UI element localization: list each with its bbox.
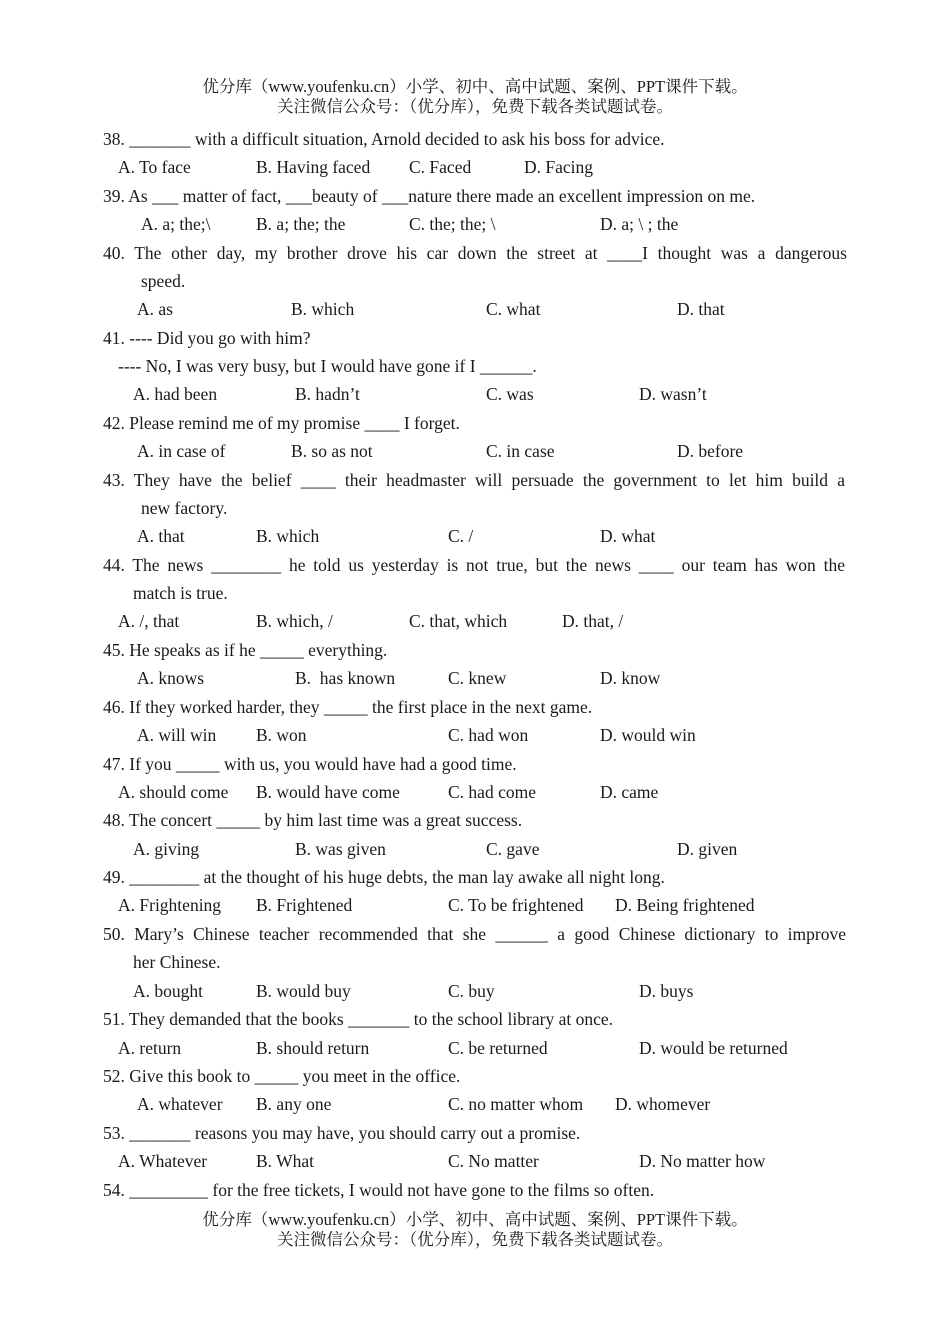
question-44-stem-cont: match is true. [133,583,228,603]
q44-option-c: C. that, which [409,611,508,631]
question-40-stem: 40. The other day, my brother drove his car down the street at ____I thought was a dangerous [103,243,847,263]
q47-option-b: B. would have come [256,782,400,802]
question-48-stem: 48. The concert _____ by him last time was a great success. [103,810,523,830]
q49-option-b: B. Frightened [256,895,353,915]
q48-option-c: C. gave [486,839,540,859]
q40-option-a: A. as [137,299,173,319]
q50-option-b: B. would buy [256,981,351,1001]
footer-line-1: 优分库（www.youfenku.cn）小学、初中、高中试题、案例、PPT课件下载。 [202,1210,748,1229]
q49-option-a: A. Frightening [118,895,222,915]
question-43-stem-cont: new factory. [141,498,228,518]
q44-option-d: D. that, / [562,611,624,631]
q51-option-d: D. would be returned [639,1038,788,1058]
q39-option-b: B. a; the; the [256,214,346,234]
q51-option-c: C. be returned [448,1038,548,1058]
header-line-1: 优分库（www.youfenku.cn）小学、初中、高中试题、案例、PPT课件下载。 [202,77,748,96]
q53-option-a: A. Whatever [118,1151,208,1171]
q40-option-b: B. which [291,299,355,319]
q52-option-b: B. any one [256,1094,332,1114]
q52-option-d: D. whomever [615,1094,711,1114]
question-47-stem: 47. If you _____ with us, you would have had a good time. [103,754,517,774]
question-51-stem: 51. They demanded that the books _______ to the school library at once. [103,1009,613,1029]
q38-option-a: A. To face [118,157,191,177]
q53-option-d: D. No matter how [639,1151,766,1171]
question-42-stem: 42. Please remind me of my promise ____ I forget. [103,413,460,433]
q50-option-a: A. bought [133,981,203,1001]
q49-option-c: C. To be frightened [448,895,584,915]
q51-option-b: B. should return [256,1038,370,1058]
footer-line-2: 关注微信公众号：（优分库），免费下载各类试题试卷。 [277,1230,673,1249]
q43-option-c: C. / [448,526,474,546]
q47-option-c: C. had come [448,782,536,802]
q42-option-b: B. so as not [291,441,373,461]
q45-option-d: D. know [600,668,661,688]
q46-option-c: C. had won [448,725,529,745]
q40-option-d: D. that [677,299,725,319]
q42-option-a: A. in case of [137,441,226,461]
q45-option-c: C. knew [448,668,507,688]
q46-option-d: D. would win [600,725,696,745]
question-40-stem-cont: speed. [141,271,186,291]
page-header [0,77,950,117]
question-41-stem: 41. ---- Did you go with him? [103,328,311,348]
q50-option-d: D. buys [639,981,694,1001]
q38-option-c: C. Faced [409,157,472,177]
q52-option-c: C. no matter whom [448,1094,584,1114]
question-38-stem: 38. _______ with a difficult situation, Arnold decided to ask his boss for advice. [103,129,665,149]
question-46-stem: 46. If they worked harder, they _____ the first place in the next game. [103,697,593,717]
question-50-stem-cont: her Chinese. [133,952,221,972]
question-54-stem: 54. _________ for the free tickets, I would not have gone to the films so often. [103,1180,655,1200]
header-line-2: 关注微信公众号：（优分库），免费下载各类试题试卷。 [277,97,673,116]
q43-option-b: B. which [256,526,320,546]
q43-option-d: D. what [600,526,656,546]
q47-option-d: D. came [600,782,659,802]
q48-option-b: B. was given [295,839,386,859]
q50-option-c: C. buy [448,981,495,1001]
page-footer [0,1210,950,1250]
question-50-stem: 50. Mary’s Chinese teacher recommended that she ______ a good Chinese dictionary to improve [103,924,846,944]
q48-option-a: A. giving [133,839,200,859]
q49-option-d: D. Being frightened [615,895,755,915]
q39-option-a: A. a; the;\ [141,214,211,234]
question-49-stem: 49. ________ at the thought of his huge debts, the man lay awake all night long. [103,867,665,887]
q44-option-b: B. which, / [256,611,333,631]
question-44-stem: 44. The news ________ he told us yesterday is not true, but the news ____ our team has won the [103,555,845,575]
q38-option-d: D. Facing [524,157,594,177]
q53-option-c: C. No matter [448,1151,539,1171]
q51-option-a: A. return [118,1038,182,1058]
q48-option-d: D. given [677,839,738,859]
question-53-stem: 53. _______ reasons you may have, you should carry out a promise. [103,1123,581,1143]
q38-option-b: B. Having faced [256,157,371,177]
q42-option-c: C. in case [486,441,555,461]
q43-option-a: A. that [137,526,185,546]
q41-option-b: B. hadn’t [295,384,360,404]
q46-option-a: A. will win [137,725,217,745]
question-45-stem: 45. He speaks as if he _____ everything. [103,640,388,660]
q41-option-a: A. had been [133,384,218,404]
q47-option-a: A. should come [118,782,229,802]
question-43-stem: 43. They have the belief ____ their headmaster will persuade the government to let him build a [103,470,845,490]
q42-option-d: D. before [677,441,744,461]
q39-option-c: C. the; the; \ [409,214,496,234]
q41-option-c: C. was [486,384,534,404]
q44-option-a: A. /, that [118,611,180,631]
question-39-stem: 39. As ___ matter of fact, ___beauty of ___nature there made an excellent impression on me. [103,186,756,206]
q39-option-d: D. a; \ ; the [600,214,679,234]
question-41-stem-cont: ---- No, I was very busy, but I would have gone if I ______. [118,356,537,376]
q53-option-b: B. What [256,1151,315,1171]
q40-option-c: C. what [486,299,541,319]
q45-option-b: B. has known [295,668,396,688]
q41-option-d: D. wasn’t [639,384,707,404]
q46-option-b: B. won [256,725,307,745]
question-52-stem: 52. Give this book to _____ you meet in the office. [103,1066,461,1086]
q52-option-a: A. whatever [137,1094,223,1114]
q45-option-a: A. knows [137,668,205,688]
